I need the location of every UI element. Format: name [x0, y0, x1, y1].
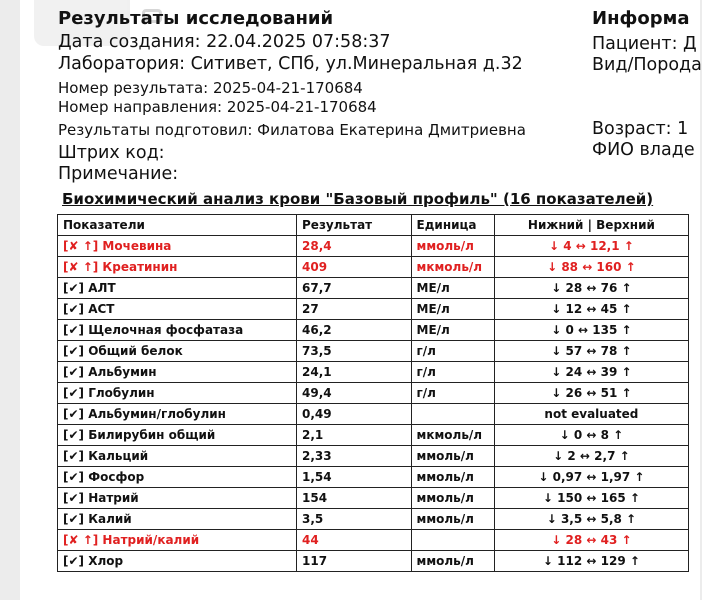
table-row: [58, 404, 689, 425]
cell-result: 409: [297, 257, 412, 278]
cell-unit: ммоль/л: [411, 488, 494, 509]
cell-range: ↓ 26 ↔ 51 ↑: [494, 383, 688, 404]
cell-unit: МЕ/л: [411, 278, 494, 299]
laboratory: Лаборатория: Ситивет, СПб, ул.Минеральная д.32: [58, 54, 523, 74]
cell-range: ↓ 0 ↔ 135 ↑: [494, 320, 688, 341]
table-row: [58, 320, 689, 341]
cell-parameter: [✘ ↑] Креатинин: [58, 257, 297, 278]
cell-result: 46,2: [297, 320, 412, 341]
table-row: [58, 299, 689, 320]
cell-unit: ммоль/л: [411, 446, 494, 467]
section-title: Биохимический анализ крови "Базовый профиль" (16 показателей): [62, 190, 654, 208]
cell-range: ↓ 0,97 ↔ 1,97 ↑: [494, 467, 688, 488]
cell-range: ↓ 150 ↔ 165 ↑: [494, 488, 688, 509]
cell-unit: ммоль/л: [411, 467, 494, 488]
table-row: [58, 383, 689, 404]
cell-parameter: [✔] Натрий: [58, 488, 297, 509]
cell-result: 24,1: [297, 362, 412, 383]
cell-result: 154: [297, 488, 412, 509]
cell-parameter: [✔] Калий: [58, 509, 297, 530]
cell-result: 0,49: [297, 404, 412, 425]
info-title: Информа: [592, 8, 690, 29]
cell-parameter: [✘ ↑] Натрий/калий: [58, 530, 297, 551]
cell-parameter: [✔] Щелочная фосфатаза: [58, 320, 297, 341]
cell-result: 2,33: [297, 446, 412, 467]
cell-range: ↓ 0 ↔ 8 ↑: [494, 425, 688, 446]
cell-parameter: [✔] АСТ: [58, 299, 297, 320]
cell-range: ↓ 28 ↔ 76 ↑: [494, 278, 688, 299]
cell-unit: г/л: [411, 383, 494, 404]
cell-unit: МЕ/л: [411, 320, 494, 341]
cell-unit: МЕ/л: [411, 299, 494, 320]
cell-range: ↓ 12 ↔ 45 ↑: [494, 299, 688, 320]
cell-parameter: [✔] Билирубин общий: [58, 425, 297, 446]
cell-unit: [411, 404, 494, 425]
barcode-label: Штрих код:: [58, 143, 165, 163]
cell-unit: г/л: [411, 362, 494, 383]
table-row: [58, 467, 689, 488]
table-row: [58, 551, 689, 572]
cell-unit: ммоль/л: [411, 509, 494, 530]
cell-parameter: [✔] Кальций: [58, 446, 297, 467]
cell-result: 49,4: [297, 383, 412, 404]
table-header-row: [58, 215, 689, 236]
cell-range: ↓ 28 ↔ 43 ↑: [494, 530, 688, 551]
cell-result: 3,5: [297, 509, 412, 530]
cell-range: ↓ 88 ↔ 160 ↑: [494, 257, 688, 278]
cell-result: 67,7: [297, 278, 412, 299]
table-row: [58, 257, 689, 278]
cell-parameter: [✔] Хлор: [58, 551, 297, 572]
owner-label: ФИО владе: [592, 140, 695, 160]
patient-label: Пациент: Д: [592, 34, 697, 54]
header-range: Нижний | Верхний: [494, 215, 688, 236]
cell-unit: г/л: [411, 341, 494, 362]
cell-unit: ммоль/л: [411, 236, 494, 257]
cell-parameter: [✔] АЛТ: [58, 278, 297, 299]
table-row: [58, 362, 689, 383]
cell-parameter: [✘ ↑] Мочевина: [58, 236, 297, 257]
cell-parameter: [✔] Общий белок: [58, 341, 297, 362]
cell-unit: ммоль/л: [411, 551, 494, 572]
cell-unit: мкмоль/л: [411, 425, 494, 446]
cell-result: 44: [297, 530, 412, 551]
results-table: [57, 214, 689, 572]
result-number: Номер результата: 2025-04-21-170684: [58, 79, 363, 97]
referral-number: Номер направления: 2025-04-21-170684: [58, 98, 377, 116]
age-label: Возраст: 1: [592, 119, 689, 139]
cell-range: ↓ 57 ↔ 78 ↑: [494, 341, 688, 362]
cell-result: 27: [297, 299, 412, 320]
cell-parameter: [✔] Глобулин: [58, 383, 297, 404]
cell-result: 2,1: [297, 425, 412, 446]
cell-range: ↓ 112 ↔ 129 ↑: [494, 551, 688, 572]
table-row: [58, 509, 689, 530]
cell-result: 1,54: [297, 467, 412, 488]
cell-parameter: [✔] Альбумин/глобулин: [58, 404, 297, 425]
cell-unit: мкмоль/л: [411, 257, 494, 278]
table-row: [58, 488, 689, 509]
cell-range: ↓ 24 ↔ 39 ↑: [494, 362, 688, 383]
table-row: [58, 530, 689, 551]
report-title: Результаты исследований: [58, 8, 334, 29]
cell-result: 117: [297, 551, 412, 572]
prepared-by: Результаты подготовил: Филатова Екатерина Дмитриевна: [58, 121, 526, 139]
table-row: [58, 425, 689, 446]
table-row: [58, 278, 689, 299]
note-label: Примечание:: [58, 164, 179, 184]
cell-result: 28,4: [297, 236, 412, 257]
header-unit: Единица: [411, 215, 494, 236]
cell-range: ↓ 2 ↔ 2,7 ↑: [494, 446, 688, 467]
cell-unit: [411, 530, 494, 551]
cell-range: ↓ 3,5 ↔ 5,8 ↑: [494, 509, 688, 530]
cell-range: ↓ 4 ↔ 12,1 ↑: [494, 236, 688, 257]
table-row: [58, 236, 689, 257]
cell-parameter: [✔] Фосфор: [58, 467, 297, 488]
species-label: Вид/Порода: [592, 55, 702, 75]
table-row: [58, 446, 689, 467]
table-row: [58, 341, 689, 362]
header-result: Результат: [297, 215, 412, 236]
cell-range: not evaluated: [494, 404, 688, 425]
cell-parameter: [✔] Альбумин: [58, 362, 297, 383]
header-parameter: Показатели: [58, 215, 297, 236]
created-date: Дата создания: 22.04.2025 07:58:37: [58, 32, 391, 52]
cell-result: 73,5: [297, 341, 412, 362]
